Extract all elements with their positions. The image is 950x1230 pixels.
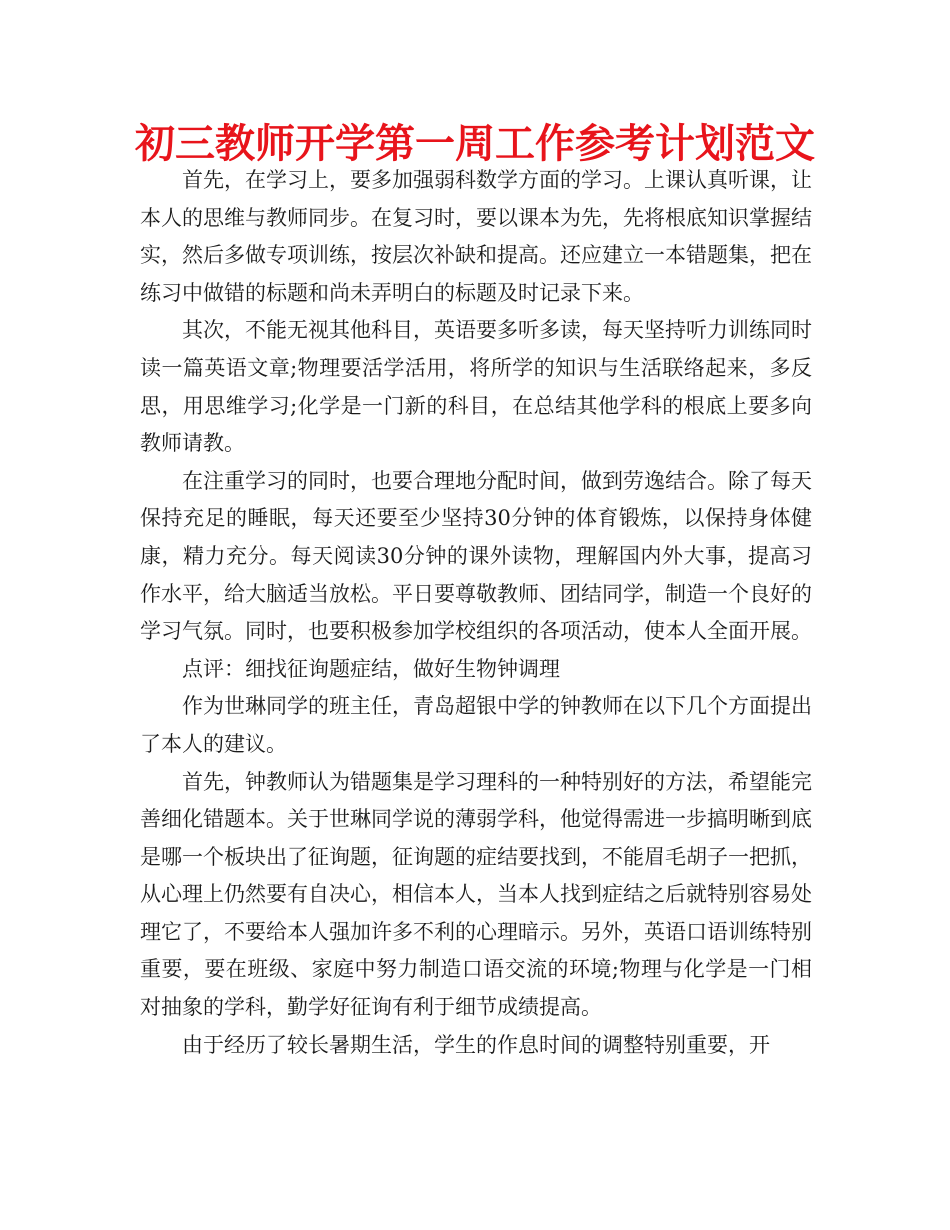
paragraph-comment-heading: 点评：细找征询题症结，做好生物钟调理 (182, 656, 560, 681)
paragraph-3: 在注重学习的同时，也要合理地分配时间，做到劳逸结合。除了每天保持充足的睡眠，每天还要至少坚持30分钟的体育锻炼，以保持身体健康，精力充分。每天阅读30分钟的课外读物，理解国内外大事，提高习作水平，给大脑适当放松。平日要尊敬教师、团结同学，制造一个良好的学习气氛。同时，也要积极参加学校组织的各项活动，使本人全面开展。 (140, 468, 812, 644)
paragraph-7: 由于经历了较长暑期生活，学生的作息时间的调整特别重要，开 (182, 1032, 770, 1057)
document-body (140, 162, 812, 1064)
paragraph-1: 首先，在学习上，要多加强弱科数学方面的学习。上课认真听课，让本人的思维与教师同步。在复习时，要以课本为先，先将根底知识掌握结实，然后多做专项训练，按层次补缺和提高。还应建立一本错题集，把在练习中做错的标题和尚未弄明白的标题及时记录下来。 (140, 168, 812, 305)
paragraph-5: 作为世琳同学的班主任，青岛超银中学的钟教师在以下几个方面提出了本人的建议。 (140, 694, 812, 756)
document-title: 初三教师开学第一周工作参考计划范文 (135, 121, 815, 167)
paragraph-6: 首先，钟教师认为错题集是学习理科的一种特别好的方法，希望能完善细化错题本。关于世琳同学说的薄弱学科，他觉得需进一步搞明晰到底是哪一个板块出了征询题，征询题的症结要找到，不能眉毛胡子一把抓，从心理上仍然要有自决心，相信本人，当本人找到症结之后就特别容易处理它了，不要给本人强加许多不利的心理暗示。另外，英语口语训练特别重要，要在班级、家庭中努力制造口语交流的环境;物理与化学是一门相对抽象的学科，勤学好征询有利于细节成绩提高。 (140, 769, 812, 1020)
paragraph-2: 其次，不能无视其他科目，英语要多听多读，每天坚持听力训练同时读一篇英语文章;物理要活学活用，将所学的知识与生活联络起来，多反思，用思维学习;化学是一门新的科目，在总结其他学科的根底上要多向教师请教。 (140, 318, 812, 456)
